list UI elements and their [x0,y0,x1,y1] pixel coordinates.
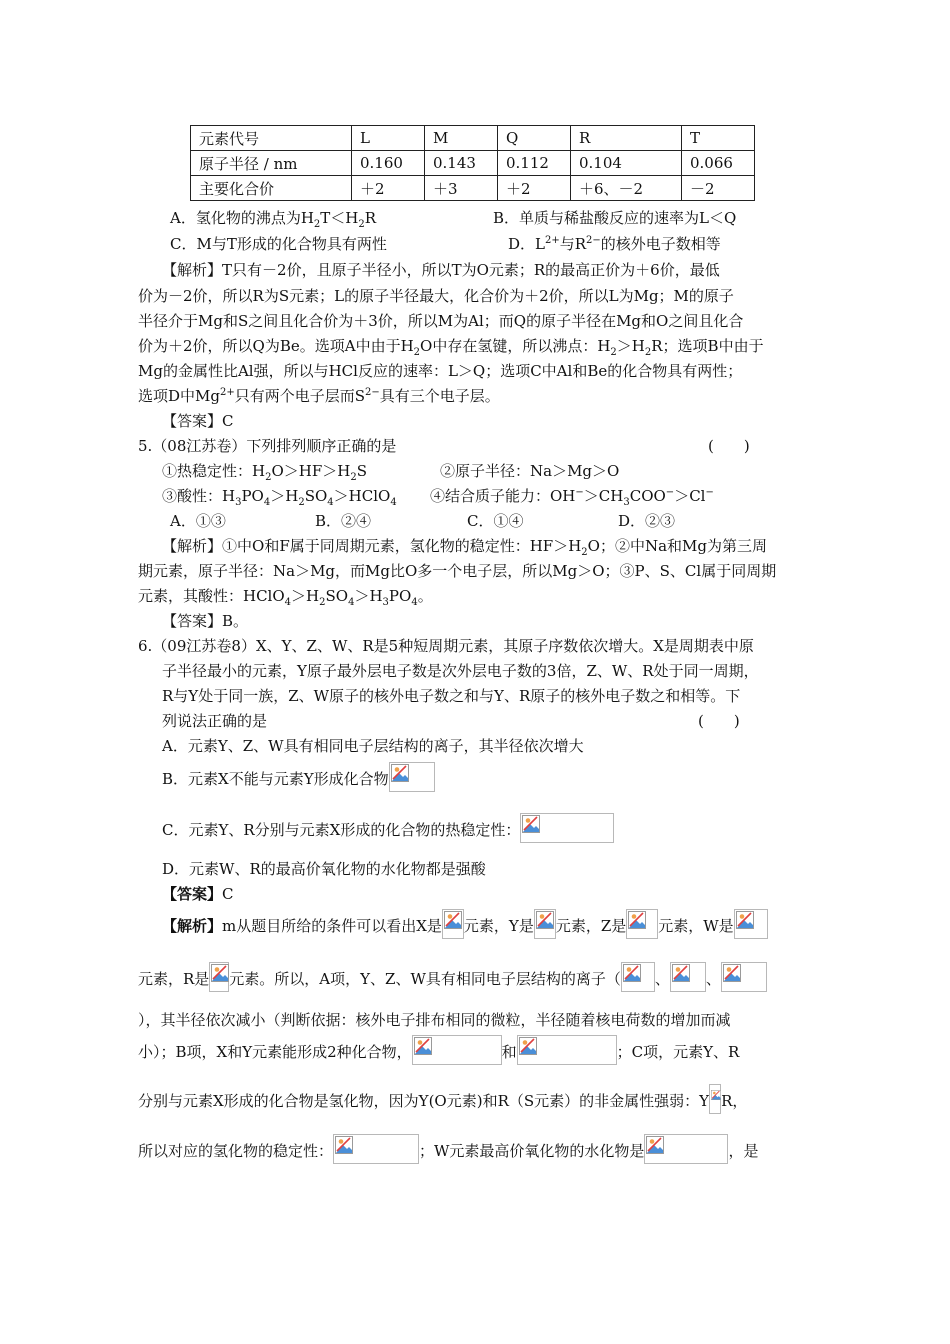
q6-stem-line: R与Y处于同一族，Z、W原子的核外电子数之和与Y、R原子的核外电子数之和相等。下 [162,687,741,705]
table-cell: 0.143 [425,151,498,176]
broken-image-icon [672,964,690,982]
q6-option-a: A．元素Y、Z、W具有相同电子层结构的离子，其半径依次增大 [162,737,584,755]
table-cell: R [571,126,682,151]
q6-stem-line: 列说法正确的是 [162,712,268,730]
formula-image-placeholder [626,909,658,939]
broken-image-icon [711,1086,721,1104]
q5-analysis-line: 元素，其酸性：$HClO_4>H_2SO_4>H_3PO_4$。 [138,587,433,608]
table-cell: 0.112 [498,151,571,176]
formula-image-placeholder [412,1035,502,1065]
formula-image-placeholder [442,909,464,939]
table-cell: T [682,126,755,151]
table-cell: 0.160 [352,151,425,176]
q6-analysis-line: 所以对应的氢化物的稳定性： ；W元素最高价氧化物的水化物是 ，是 [138,1134,758,1164]
element-table [190,125,755,201]
q5-answer: 【答案】B。 [162,612,249,630]
q4-analysis-line: Mg的金属性比Al强，所以与HCl反应的速率：L＞Q；选项C中Al和Be的化合物具有两性； [138,362,743,380]
broken-image-icon [335,1136,353,1154]
q6-option-d: D．元素W、R的最高价氧化物的水化物都是强酸 [162,860,486,878]
table-cell: ＋2 [352,176,425,201]
q6-option-c: C．元素Y、R分别与元素X形成的化合物的热稳定性： [162,813,614,843]
formula-image-placeholder [520,813,614,843]
q6-analysis-line: 小）；B项，X和Y元素能形成2种化合物， 和 ；C项，元素Y、R [138,1035,739,1065]
q4-analysis-line: 【解析】T只有－2价，且原子半径小，所以T为O元素；R的最高正价为＋6价，最低 [162,261,720,279]
q5-item-2: ②原子半径：Na＞Mg＞O [440,462,620,480]
q6-option-b: B．元素X不能与元素Y形成化合物 [162,762,435,792]
q6-analysis-line: 分别与元素X形成的化合物是氢化物，因为Y(O元素)和R（S元素）的非金属性强弱：Y R， [138,1084,747,1114]
q5-item-3: ③酸性：$H_3PO_4>H_2SO_4>HClO_4$ [162,487,397,508]
q4-option-b: B．单质与稀盐酸反应的速率为L＜Q [493,209,737,227]
q4-analysis-line: 价为－2价，所以R为S元素；L的原子半径最大，化合价为＋2价，所以L为Mg；M的原子 [138,287,734,305]
q6-answer: 【答案】C [162,885,234,903]
q4-analysis-line: 价为＋2价，所以Q为Be。选项A中由于$H_2O$中存在氢键，所以沸点：$H_2>H_2R$；选项B中由于 [138,337,764,358]
q4-analysis-line: 半径介于Mg和S之间且化合价为＋3价，所以M为Al；而Q的原子半径在Mg和O之间且化合 [138,312,744,330]
formula-image-placeholder [534,909,556,939]
broken-image-icon [723,964,741,982]
q4-answer: 【答案】C [162,412,234,430]
broken-image-icon [444,911,462,929]
formula-image-placeholder [621,962,655,992]
broken-image-icon [623,964,641,982]
q5-analysis-line: 期元素，原子半径：Na＞Mg，而Mg比O多一个电子层，所以Mg＞O；③P、S、Cl属于同周期 [138,562,777,580]
table-cell: 主要化合价 [191,176,352,201]
table-row [191,176,755,201]
q6-analysis-line: 元素，R是 元素。所以，A项，Y、Z、W具有相同电子层结构的离子（ 、 、 [138,962,767,992]
q5-analysis-line: 【解析】①中O和F属于同周期元素，氢化物的稳定性：$HF>H_2O$；②中Na和Mg为第三周 [162,537,767,558]
formula-image-placeholder [389,762,435,792]
formula-image-placeholder [333,1134,419,1164]
q5-item-4: ④结合质子能力：$OH^->CH_3COO^->Cl^-$ [430,487,714,508]
table-row [191,126,755,151]
table-cell: M [425,126,498,151]
table-row [191,151,755,176]
q4-option-c: C．M与T形成的化合物具有两性 [170,235,387,253]
table-cell: －2 [682,176,755,201]
q6-stem-line: 子半径最小的元素，Y原子最外层电子数是次外层电子数的3倍，Z、W、R处于同一周期， [162,662,759,680]
table-cell: ＋2 [498,176,571,201]
table-cell: 原子半径 / nm [191,151,352,176]
broken-image-icon [522,815,540,833]
table-cell: ＋6、－2 [571,176,682,201]
broken-image-icon [391,764,409,782]
formula-image-placeholder [670,962,706,992]
q5-stem: 5.（08江苏卷）下列排列顺序正确的是 [138,437,397,455]
formula-image-placeholder [734,909,768,939]
q6-stem-line: 6.（09江苏卷8）X、Y、Z、W、R是5种短周期元素，其原子序数依次增大。X是周期表中原 [138,637,754,655]
broken-image-icon [628,911,646,929]
formula-image-placeholder [721,962,767,992]
broken-image-icon [519,1037,537,1055]
table-cell: Q [498,126,571,151]
q4-option-d: D．$L^{2+}$与$R^{2-}$的核外电子数相等 [508,235,721,253]
q6-analysis-line: 【解析】m从题目所给的条件可以看出X是 元素，Y是 元素，Z是 元素，W是 [162,909,768,939]
broken-image-icon [736,911,754,929]
table-cell: L [352,126,425,151]
formula-image-placeholder [709,1084,721,1114]
table-cell: 0.066 [682,151,755,176]
formula-image-placeholder [209,962,229,992]
broken-image-icon [536,911,554,929]
formula-image-placeholder [644,1134,728,1164]
table-cell: 元素代号 [191,126,352,151]
q4-option-a: A．氢化物的沸点为$H_2T<H_2R$ [170,209,377,230]
broken-image-icon [211,964,229,982]
table-cell: 0.104 [571,151,682,176]
broken-image-icon [646,1136,664,1154]
q5-option-b: B．②④ [315,512,372,530]
broken-image-icon [414,1037,432,1055]
q5-option-a: A．①③ [170,512,226,530]
q6-answer-paren: ( ) [698,712,740,730]
table-cell: ＋3 [425,176,498,201]
q6-analysis-line: ），其半径依次减小（判断依据：核外电子排布相同的微粒，半径随着核电荷数的增加而减 [138,1011,731,1029]
q5-option-d: D．②③ [618,512,676,530]
formula-image-placeholder [517,1035,617,1065]
q5-item-1: ①热稳定性：$H_2O>HF>H_2S$ [162,462,367,483]
q4-analysis-line: 选项D中$Mg^{2+}$只有两个电子层而$S^{2-}$具有三个电子层。 [138,387,500,405]
q5-answer-paren: ( ) [708,437,750,455]
q5-option-c: C．①④ [467,512,524,530]
